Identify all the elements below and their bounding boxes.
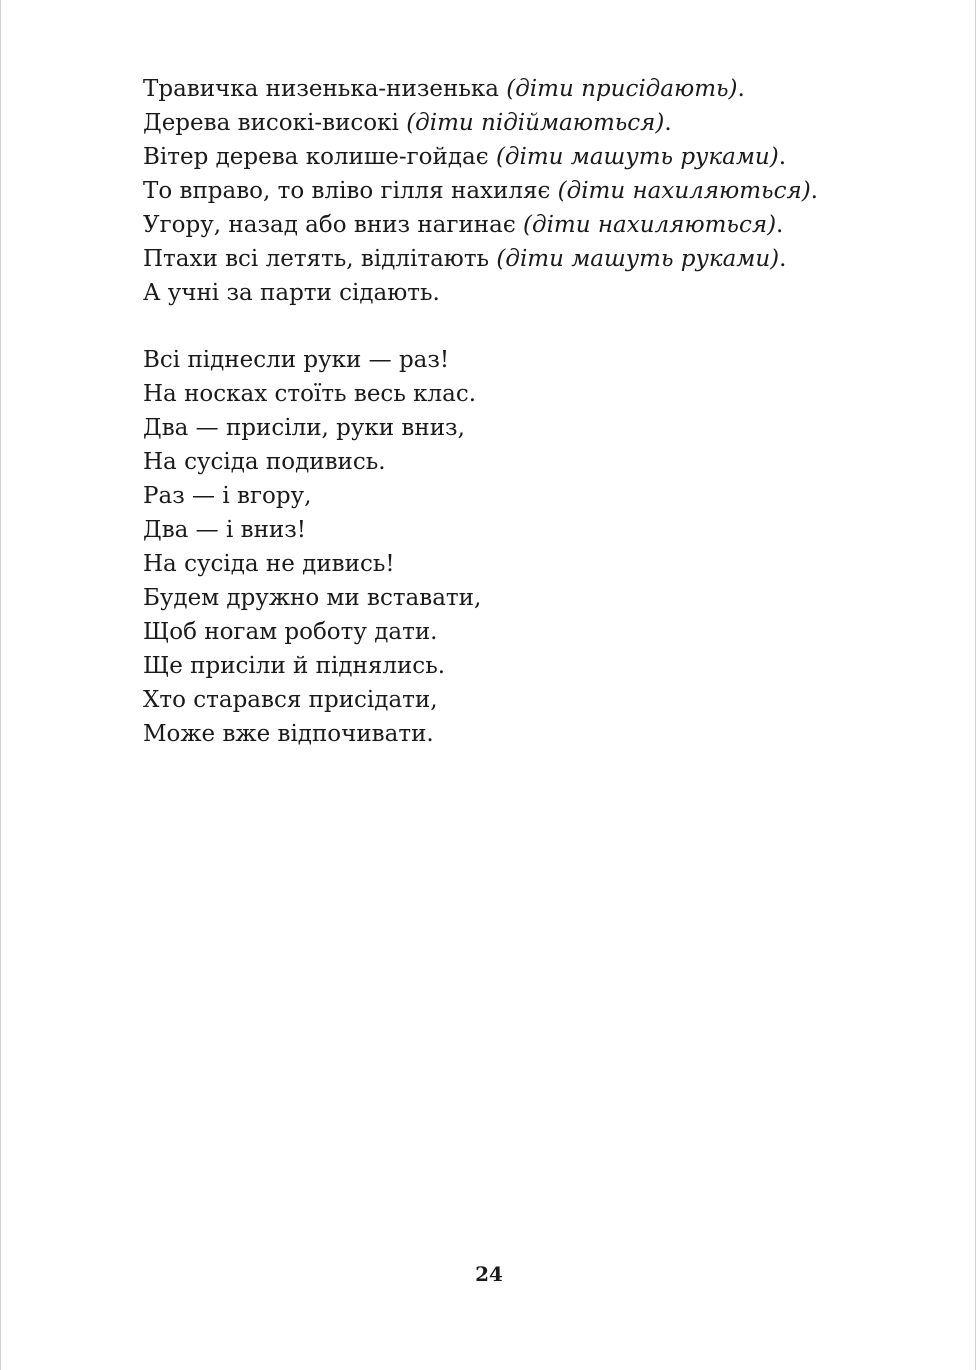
line-text: То вправо, то вліво гілля нахиляє — [143, 178, 558, 204]
poem-line: Може вже відпочивати. — [143, 721, 434, 747]
poem-line — [143, 106, 943, 140]
line-text: Птахи всі летять, відлітають — [143, 246, 497, 272]
poem-line: На носках стоїть весь клас. — [143, 381, 477, 407]
page-number: 24 — [475, 1262, 503, 1286]
line-text: А учні за парти сідають. — [143, 280, 440, 306]
poem-line: Щоб ногам роботу дати. — [143, 619, 438, 645]
line-end: . — [664, 110, 672, 136]
line-end: . — [737, 76, 745, 102]
poem-line: Ще присіли й піднялись. — [143, 653, 446, 679]
stage-direction: (діти підіймаються) — [406, 110, 665, 136]
stage-direction: (діти нахиляються) — [523, 212, 777, 238]
poem-line — [143, 276, 943, 310]
poem-line: Хто старався присідати, — [143, 687, 438, 713]
poem-line: Два — присіли, руки вниз, — [143, 415, 465, 441]
line-text: Угору, назад або вниз нагинає — [143, 212, 524, 238]
line-end: . — [810, 178, 818, 204]
poem-line — [143, 140, 943, 174]
poem-stanza-2 — [143, 343, 943, 751]
poem-line — [143, 72, 943, 106]
poem-line: Всі піднесли руки — раз! — [143, 347, 450, 373]
poem-line: Раз — і вгору, — [143, 483, 312, 509]
poem-line — [143, 208, 943, 242]
line-end: . — [778, 144, 787, 170]
line-text: Травичка низенька-низенька — [143, 76, 507, 102]
line-end: . — [779, 246, 787, 272]
poem-line: Два — і вниз! — [143, 517, 307, 543]
poem-line — [143, 174, 943, 208]
poem-line: На сусіда подивись. — [143, 449, 386, 475]
stage-direction: (діти нахиляються) — [557, 178, 811, 204]
stage-direction: (діти машуть руками) — [495, 144, 779, 170]
line-text: Вітер дерева колише-гойдає — [143, 144, 496, 170]
poem-line: Будем дружно ми вставати, — [143, 585, 482, 611]
line-end: . — [776, 212, 784, 238]
stage-direction: (діти машуть руками) — [496, 246, 780, 272]
poem-stanza-1 — [143, 72, 943, 310]
poem-line: На сусіда не дивись! — [143, 551, 395, 577]
stage-direction: (діти присідають) — [506, 76, 738, 102]
poem-line — [143, 242, 943, 276]
line-text: Дерева високі-високі — [143, 110, 407, 136]
